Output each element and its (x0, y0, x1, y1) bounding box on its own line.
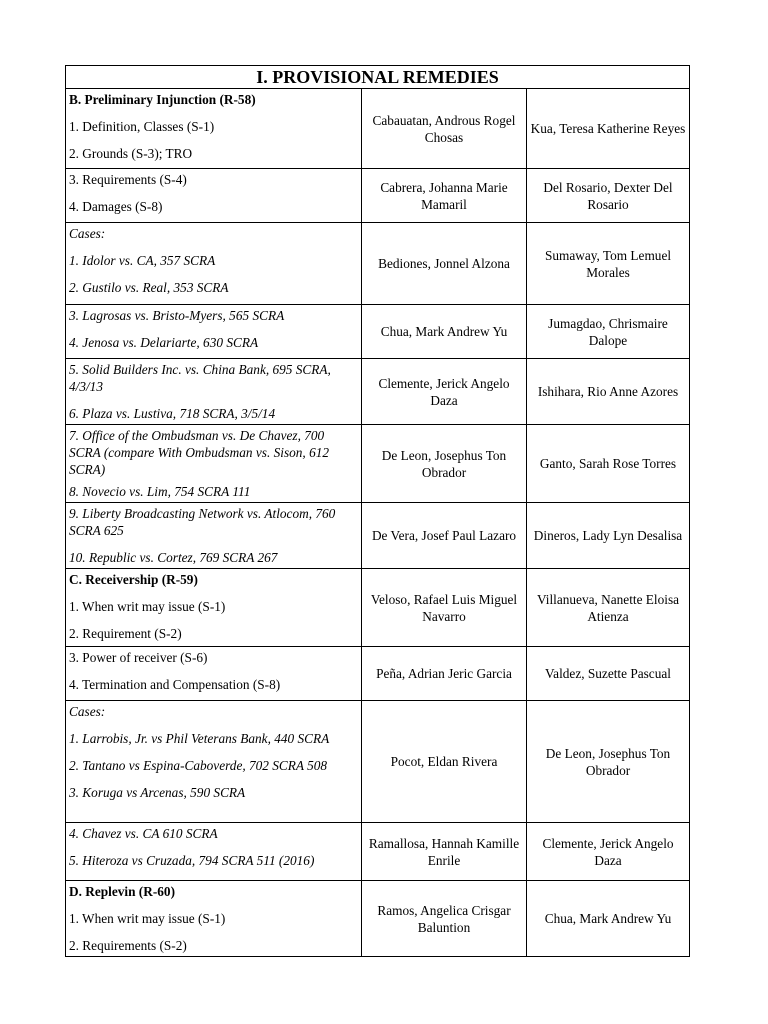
cases-label: Cases: (69, 704, 106, 719)
section-heading: C. Receivership (R-59) (69, 572, 198, 587)
reporter-name-2: Villanueva, Nanette Eloisa Atienza (527, 569, 690, 647)
reporter-name-2: Clemente, Jerick Angelo Daza (527, 823, 690, 881)
topics-cell (66, 89, 362, 169)
topic-item: 10. Republic vs. Cortez, 769 SCRA 267 (69, 550, 278, 565)
reporter-name-2: Ganto, Sarah Rose Torres (527, 425, 690, 503)
reporter-name-2: Dineros, Lady Lyn Desalisa (527, 503, 690, 569)
topic-item: 1. When writ may issue (S-1) (69, 599, 226, 614)
section-heading: D. Replevin (R-60) (69, 884, 175, 899)
table-row (66, 223, 690, 305)
topic-item: 4. Jenosa vs. Delariarte, 630 SCRA (69, 335, 259, 350)
topic-item: 1. When writ may issue (S-1) (69, 911, 226, 926)
reporter-name-1: Veloso, Rafael Luis Miguel Navarro (362, 569, 527, 647)
reporter-name-2: Ishihara, Rio Anne Azores (527, 359, 690, 425)
table-row (66, 425, 690, 503)
assignment-sheet (65, 65, 689, 957)
cases-label: Cases: (69, 226, 106, 241)
reporter-name-2: De Leon, Josephus Ton Obrador (527, 701, 690, 823)
reporter-name-1: Peña, Adrian Jeric Garcia (362, 647, 527, 701)
topic-item: 3. Requirements (S-4) (69, 172, 187, 187)
topics-cell (66, 503, 362, 569)
topics-cell (66, 223, 362, 305)
topic-item: 4. Termination and Compensation (S-8) (69, 677, 281, 692)
table-row (66, 823, 690, 881)
topics-cell (66, 359, 362, 425)
topic-item: 5. Solid Builders Inc. vs. China Bank, 695 SCRA, 4/3/13 (69, 362, 331, 394)
section-heading: B. Preliminary Injunction (R-58) (69, 92, 256, 107)
table-title: I. PROVISIONAL REMEDIES (66, 66, 690, 89)
table-row (66, 305, 690, 359)
topic-item: 1. Larrobis, Jr. vs Phil Veterans Bank, 440 SCRA (69, 731, 330, 746)
reporter-name-2: Kua, Teresa Katherine Reyes (527, 89, 690, 169)
topic-item: 2. Gustilo vs. Real, 353 SCRA (69, 280, 229, 295)
title-row (66, 66, 690, 89)
reporter-name-1: Bediones, Jonnel Alzona (362, 223, 527, 305)
table-row (66, 647, 690, 701)
table-row (66, 503, 690, 569)
topic-item: 8. Novecio vs. Lim, 754 SCRA 111 (69, 484, 251, 499)
reporter-name-1: Cabauatan, Androus Rogel Chosas (362, 89, 527, 169)
reporter-name-1: De Vera, Josef Paul Lazaro (362, 503, 527, 569)
topic-item: 3. Koruga vs Arcenas, 590 SCRA (69, 785, 246, 800)
reporter-name-1: Pocot, Eldan Rivera (362, 701, 527, 823)
reporter-name-2: Del Rosario, Dexter Del Rosario (527, 169, 690, 223)
reporter-name-2: Valdez, Suzette Pascual (527, 647, 690, 701)
reporter-name-2: Jumagdao, Chrismaire Dalope (527, 305, 690, 359)
reporter-name-1: Chua, Mark Andrew Yu (362, 305, 527, 359)
table-row (66, 881, 690, 957)
topic-item: 3. Power of receiver (S-6) (69, 650, 208, 665)
topic-item: 6. Plaza vs. Lustiva, 718 SCRA, 3/5/14 (69, 406, 276, 421)
topics-cell (66, 823, 362, 881)
assignment-table (65, 65, 690, 957)
table-row (66, 359, 690, 425)
topics-cell (66, 425, 362, 503)
topics-cell (66, 881, 362, 957)
topic-item: 1. Idolor vs. CA, 357 SCRA (69, 253, 216, 268)
topic-item: 3. Lagrosas vs. Bristo-Myers, 565 SCRA (69, 308, 285, 323)
topic-item: 5. Hiteroza vs Cruzada, 794 SCRA 511 (2016) (69, 853, 315, 868)
topic-item: 1. Definition, Classes (S-1) (69, 119, 215, 134)
reporter-name-1: Cabrera, Johanna Marie Mamaril (362, 169, 527, 223)
topic-item: 2. Grounds (S-3); TRO (69, 146, 193, 161)
topic-item: 2. Tantano vs Espina-Caboverde, 702 SCRA 508 (69, 758, 328, 773)
topic-item: 4. Chavez vs. CA 610 SCRA (69, 826, 218, 841)
reporter-name-2: Sumaway, Tom Lemuel Morales (527, 223, 690, 305)
table-row (66, 569, 690, 647)
table-row (66, 169, 690, 223)
topic-item: 9. Liberty Broadcasting Network vs. Atlocom, 760 SCRA 625 (69, 506, 336, 538)
topics-cell (66, 647, 362, 701)
reporter-name-2: Chua, Mark Andrew Yu (527, 881, 690, 957)
reporter-name-1: Clemente, Jerick Angelo Daza (362, 359, 527, 425)
topics-cell (66, 305, 362, 359)
topics-cell (66, 569, 362, 647)
reporter-name-1: De Leon, Josephus Ton Obrador (362, 425, 527, 503)
reporter-name-1: Ramallosa, Hannah Kamille Enrile (362, 823, 527, 881)
topic-item: 4. Damages (S-8) (69, 199, 163, 214)
table-row (66, 89, 690, 169)
topic-item: 2. Requirement (S-2) (69, 626, 182, 641)
topics-cell (66, 701, 362, 823)
reporter-name-1: Ramos, Angelica Crisgar Baluntion (362, 881, 527, 957)
topics-cell (66, 169, 362, 223)
topic-item: 2. Requirements (S-2) (69, 938, 187, 953)
table-row (66, 701, 690, 823)
topic-item: 7. Office of the Ombudsman vs. De Chavez, 700 SCRA (compare With Ombudsman vs. Sison, 612 SCRA) (69, 428, 330, 477)
